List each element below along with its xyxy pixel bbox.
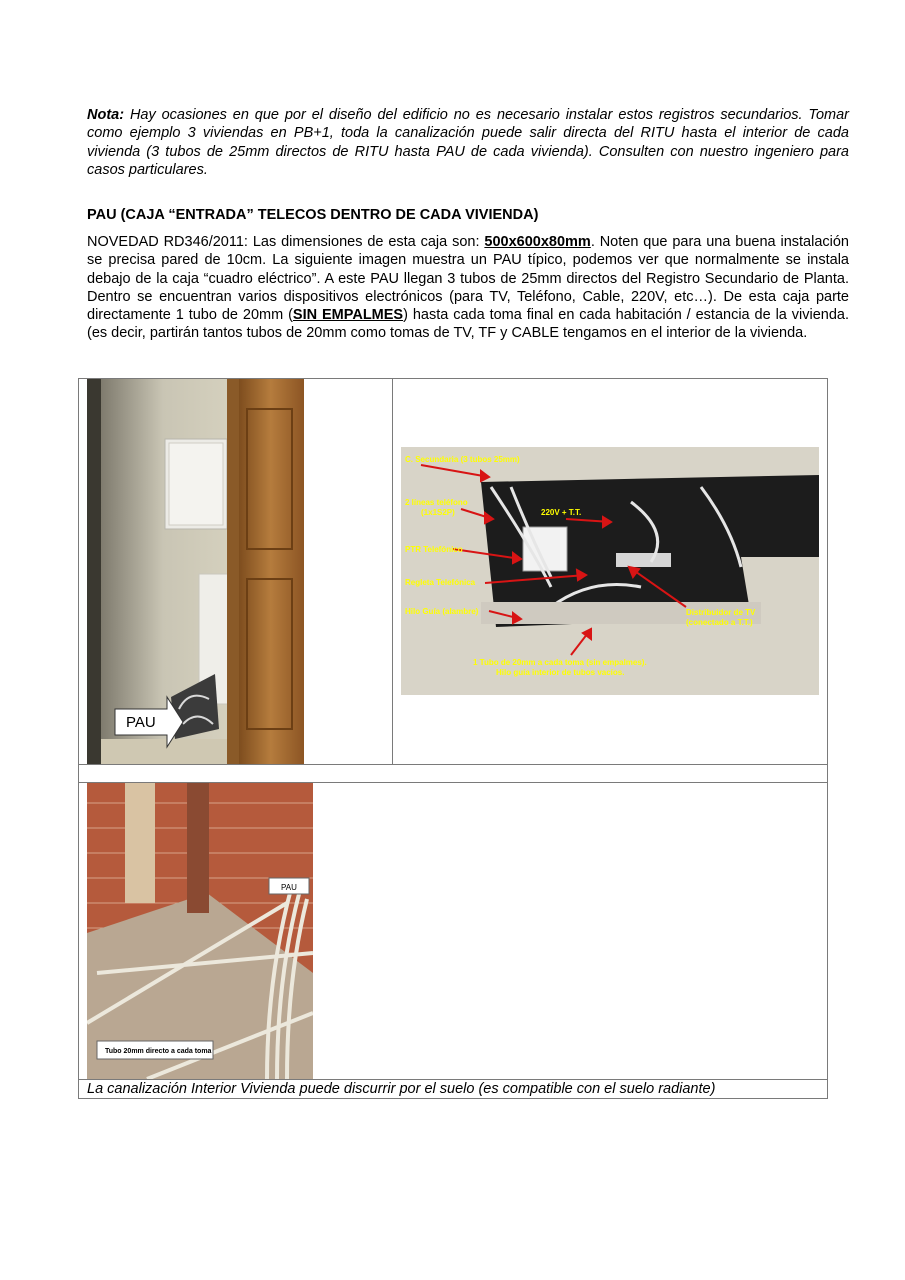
floor-tube-label: Tubo 20mm directo a cada toma — [105, 1048, 212, 1055]
label-220v: 220V + T.T. — [541, 508, 582, 517]
photo-caption: La canalización Interior Vivienda puede discurrir por el suelo (es compatible con el suelo radiante) — [79, 1080, 828, 1099]
label-ptr: PTR Telefónico — [405, 545, 463, 554]
section-heading: PAU (CAJA “ENTRADA” TELECOS DENTRO DE CADA VIVIENDA) — [87, 207, 539, 223]
label-distribuidor-2: (conectado a T.T.) — [686, 618, 753, 627]
para-part-3: ) hasta cada toma final en cada habitación / estancia de la vivienda. (es decir, partirán tantos tubos de 20mm como tomas de TV, TF y CABLE tengamos en el interior de la vivienda. — [87, 307, 850, 342]
label-secundaria: C. Secundaria (3 tubos 25mm) — [405, 455, 520, 464]
pau-arrow-label: PAU — [126, 714, 156, 731]
para-part-2: . Noten que para una buena instalación se precisa pared de 10cm. La siguiente imagen muestra un PAU típico, podemos ver que normalmente se instala debajo de la caja “cuadro eléctrico”. A este PAU llegan 3 tubos de 25mm directos del Registro Secundario de Planta. Dentro se encuentran varios dispositivos electrónicos (para TV, Teléfono, Cable, 220V, etc…). De esta caja parte directamente 1 tubo de 20mm ( — [87, 234, 849, 324]
note-paragraph — [87, 106, 849, 179]
label-hilo: Hilo Guía (alambre) — [405, 607, 479, 616]
photo-cell-pau — [79, 379, 393, 765]
table-spacer-row — [79, 765, 828, 783]
pau-box-photo — [401, 447, 819, 695]
photo-cell-floor — [79, 783, 828, 1080]
label-lineas-2: (1x1S2P) — [421, 508, 455, 517]
label-regleta: Regleta Telefónica — [405, 578, 476, 587]
pau-wall-photo — [87, 379, 304, 764]
label-tubo-2: Hilo guía interior de tubos vacíos. — [496, 668, 625, 677]
para-part-1: NOVEDAD RD346/2011: Las dimensiones de esta caja son: — [87, 234, 485, 250]
label-lineas-1: 2 líneas teléfono — [405, 498, 468, 507]
box-dimensions: 500x600x80mm — [484, 234, 591, 250]
photo-table — [78, 378, 828, 1099]
note-lead: Nota: — [87, 107, 125, 123]
floor-pau-label: PAU — [281, 883, 297, 892]
label-distribuidor-1: Distribuidor de TV — [686, 608, 756, 617]
label-tubo-1: 1 Tubo de 20mm a cada toma (sin empalmes). — [473, 658, 647, 667]
photo-cell-box — [393, 379, 828, 765]
floor-tubes-photo — [87, 783, 313, 1079]
section-paragraph — [87, 233, 849, 343]
note-text: Hay ocasiones en que por el diseño del edificio no es necesario instalar estos registros secundarios. Tomar como ejemplo 3 viviendas en PB+1, toda la canalización puede salir directa del RITU hasta el interior de cada vivienda (3 tubos de 25mm directos de RITU hasta PAU de cada vivienda). Consulten con nuestro ingeniero para casos particulares. — [87, 107, 849, 178]
no-splices-text: SIN EMPALMES — [292, 307, 404, 324]
